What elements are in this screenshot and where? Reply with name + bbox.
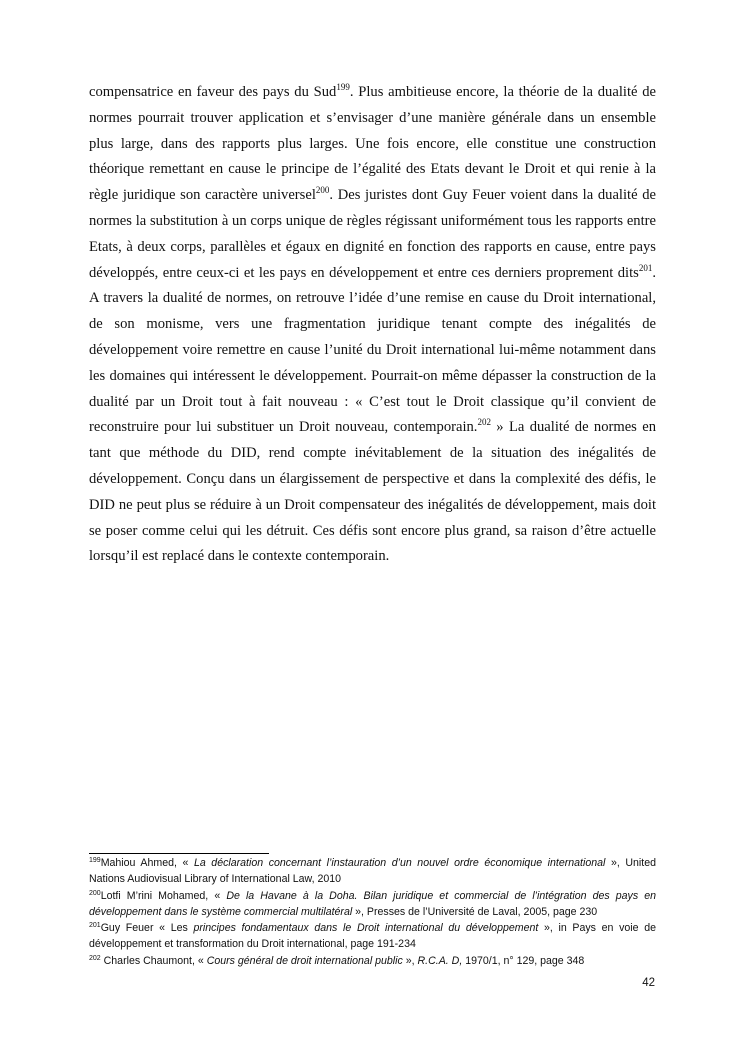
footnote-text: Guy Feuer « Les (100, 922, 194, 935)
footnote-number: 201 (89, 922, 101, 930)
body-text-segment: » La dualité de normes en tant que méthode du DID, rend compte inévitablement de la situation des inégalités de développement. Conçu dans un élargissement de perspective et dans la complexité des défis, le DID ne peut plus se réduire à un Droit compensateur des inégalités de développement, mais doit se poser comme celui qui les détruit. Ces défis sont encore plus grand, sa raison d’être actuelle lorsqu’il est replacé dans le contexte contemporain. (89, 419, 656, 565)
footnote-ref-199[interactable]: 199 (336, 82, 350, 92)
footnote-text: », in Pays en voie de développement et transformation du Droit international, page 191-234 (89, 922, 656, 951)
footnote-200 (89, 888, 656, 921)
footnote-text: Lotfi M’rini Mohamed, « (100, 889, 227, 902)
footnote-ref-202[interactable]: 202 (477, 417, 491, 428)
footnote-199 (89, 855, 656, 888)
footnote-text: Mahiou Ahmed, « (100, 857, 194, 869)
footnote-journal: R.C.A. D, (417, 954, 463, 967)
page-number: 42 (642, 977, 655, 989)
footnotes-section (89, 855, 656, 969)
footnote-201 (89, 920, 656, 953)
footnote-text: », (402, 954, 418, 967)
footnote-text: Charles Chaumont, « (100, 954, 207, 967)
footnote-number: 199 (89, 857, 101, 864)
footnote-ref-200[interactable]: 200 (315, 185, 330, 196)
footnote-title: La déclaration concernant l’instauration d’un nouvel ordre économique international (193, 857, 606, 869)
footnote-separator (89, 853, 269, 854)
footnote-number: 200 (89, 889, 101, 897)
body-text-segment: . Plus ambitieuse encore, la théorie de la dualité de normes pourrait trouver application et s’envisager d’une manière générale dans un ensemble plus large, dans des rapports plus larges. Une fois encore, elle constitue une construction théorique remettant en cause le principe de l’égalité des Etats devant le Droit et qui renie à la règle juridique son caractère universel (89, 84, 657, 204)
footnote-text: », Presses de l’Université de Laval, 2005, page 230 (352, 905, 598, 918)
footnote-number: 202 (89, 954, 101, 962)
body-paragraph (89, 80, 656, 570)
footnote-title: Cours général de droit international public (206, 954, 403, 967)
footnote-202 (89, 953, 656, 969)
footnote-text: », United Nations Audiovisual Library of International Law, 2010 (89, 857, 656, 886)
footnote-title: De la Havane à la Doha. Bilan juridique et commercial de l’intégration des pays en développement dans le système commercial multilatéral (89, 889, 657, 918)
footnote-title: principes fondamentaux dans le Droit international du développement (193, 922, 539, 935)
body-text-segment: . Des juristes dont Guy Feuer voient dans la dualité de normes la substitution à un corps unique de règles régissant uniformément tous les rapports entre Etats, à deux corps, parallèles et égaux en dignité en fonction des rapports en cause, entre pays développés, entre ceux-ci et les pays en développement et entre ces derniers proprement dits (89, 187, 656, 281)
body-text-segment: compensatrice en faveur des pays du Sud (89, 84, 337, 100)
body-text-segment: . A travers la dualité de normes, on retrouve l’idée d’une remise en cause du Droit international, de son monisme, vers une fragmentation juridique tenant compte des inégalités de développement voire remettre en cause l’unité du Droit international lui-même notamment dans les domaines qui intéressent le développement. Pourrait-on même dépasser la construction de la dualité par un Droit tout à fait nouveau : « C’est tout le Droit classique qu’il convient de reconstruire pour lui substituer un Droit nouveau, contemporain. (89, 264, 656, 436)
footnote-text: 1970/1, n° 129, page 348 (462, 954, 585, 967)
footnote-ref-201[interactable]: 201 (638, 262, 653, 273)
